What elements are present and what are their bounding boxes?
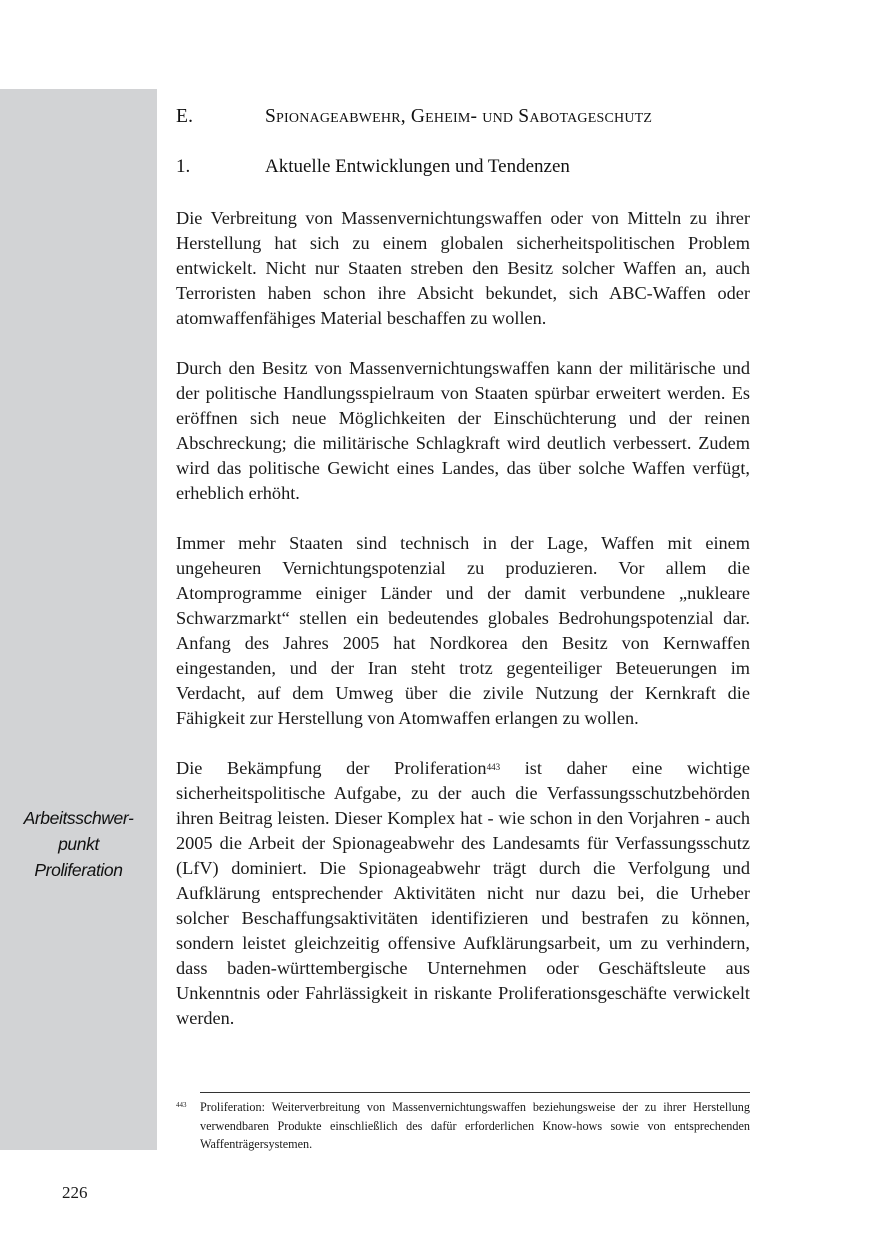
- paragraph-4-rest: ist daher eine wichtige sicherheitspolitische Aufgabe, zu der auch die Verfassungsschutzbehörden ihren Beitrag leisten. Dieser Komplex hat - wie schon in den Vorjahren - auch 2005 die Arbeit der Spionageabwehr des Landesamts für Verfassungsschutz (LfV) dominiert. Die Spionageabwehr trägt durch die Verfolgung und Aufklärung entsprechender Aktivitäten nicht nur dazu bei, die Urheber solcher Beschaffungsaktivitäten identifizieren und bestrafen zu können, sondern leistet gleichzeitig offensive Aufklärungsarbeit, um zu verhindern, dass baden-württembergische Unternehmen oder Geschäftsleute aus Unkenntnis oder Fahrlässigkeit in riskante Proliferationsgeschäfte verwickelt werden.: [176, 758, 750, 1028]
- section-title: Spionageabwehr, Geheim- und Sabotageschutz: [265, 106, 653, 127]
- margin-note: [0, 805, 157, 883]
- subsection-title: Aktuelle Entwicklungen und Tendenzen: [265, 156, 570, 177]
- paragraph-2: Durch den Besitz von Massenvernichtungswaffen kann der militärische und der politische Handlungsspielraum von Staaten spürbar erweitert werden. Es eröffnen sich neue Möglichkeiten der Einschüchterung und der reinen Abschreckung; die militärische Schlagkraft wird deutlich verbessert. Zudem wird das politische Gewicht eines Landes, das über solche Waffen verfügt, erheblich erhöht.: [176, 358, 750, 503]
- page-number: 226: [62, 1183, 88, 1202]
- paragraph-4-start: Die Bekämpfung der Proliferation: [176, 758, 487, 778]
- footnote-divider: [200, 1092, 750, 1093]
- paragraph-4: [176, 756, 750, 1031]
- margin-note-line-1: Arbeitsschwer-: [23, 808, 134, 828]
- paragraph-3: Immer mehr Staaten sind technisch in der Lage, Waffen mit einem ungeheuren Vernichtungspotenzial zu produzieren. Vor allem die Atomprogramme einiger Länder und der damit verbundene „nukleare Schwarzmarkt“ stellen ein bedeutendes globales Bedrohungspotenzial dar. Anfang des Jahres 2005 hat Nordkorea den Besitz von Kernwaffen eingestanden, und der Iran steht trotz gegenteiliger Beteuerungen im Verdacht, auf dem Umweg über die zivile Nutzung der Kernkraft die Fähigkeit zur Herstellung von Atomwaffen erlangen zu wollen.: [176, 533, 750, 728]
- section-number: E.: [176, 106, 194, 127]
- body-text: [176, 206, 750, 1031]
- margin-note-line-3: Proliferation: [34, 860, 123, 880]
- footnote: [176, 1098, 750, 1154]
- margin-note-line-2: punkt: [58, 834, 99, 854]
- footnote-reference[interactable]: 443: [486, 762, 501, 772]
- subsection-number: 1.: [176, 156, 191, 177]
- paragraph-1: Die Verbreitung von Massenvernichtungswaffen oder von Mitteln zu ihrer Herstellung hat sich zu einem globalen sicherheitspolitischen Problem entwickelt. Nicht nur Staaten streben den Besitz solcher Waffen an, auch Terroristen haben schon ihre Absicht bekundet, sich ABC-Waffen oder atomwaffenfähiges Material beschaffen zu wollen.: [176, 208, 750, 328]
- footnote-number: 443: [176, 1101, 187, 1109]
- margin-sidebar: [0, 89, 157, 1150]
- footnote-text: Proliferation: Weiterverbreitung von Massenvernichtungswaffen beziehungsweise der zu ihrer Herstellung verwendbaren Produkte einschließlich des dafür erforderlichen Know-hows sowie von entsprechenden Waffenträgersystemen.: [200, 1100, 750, 1151]
